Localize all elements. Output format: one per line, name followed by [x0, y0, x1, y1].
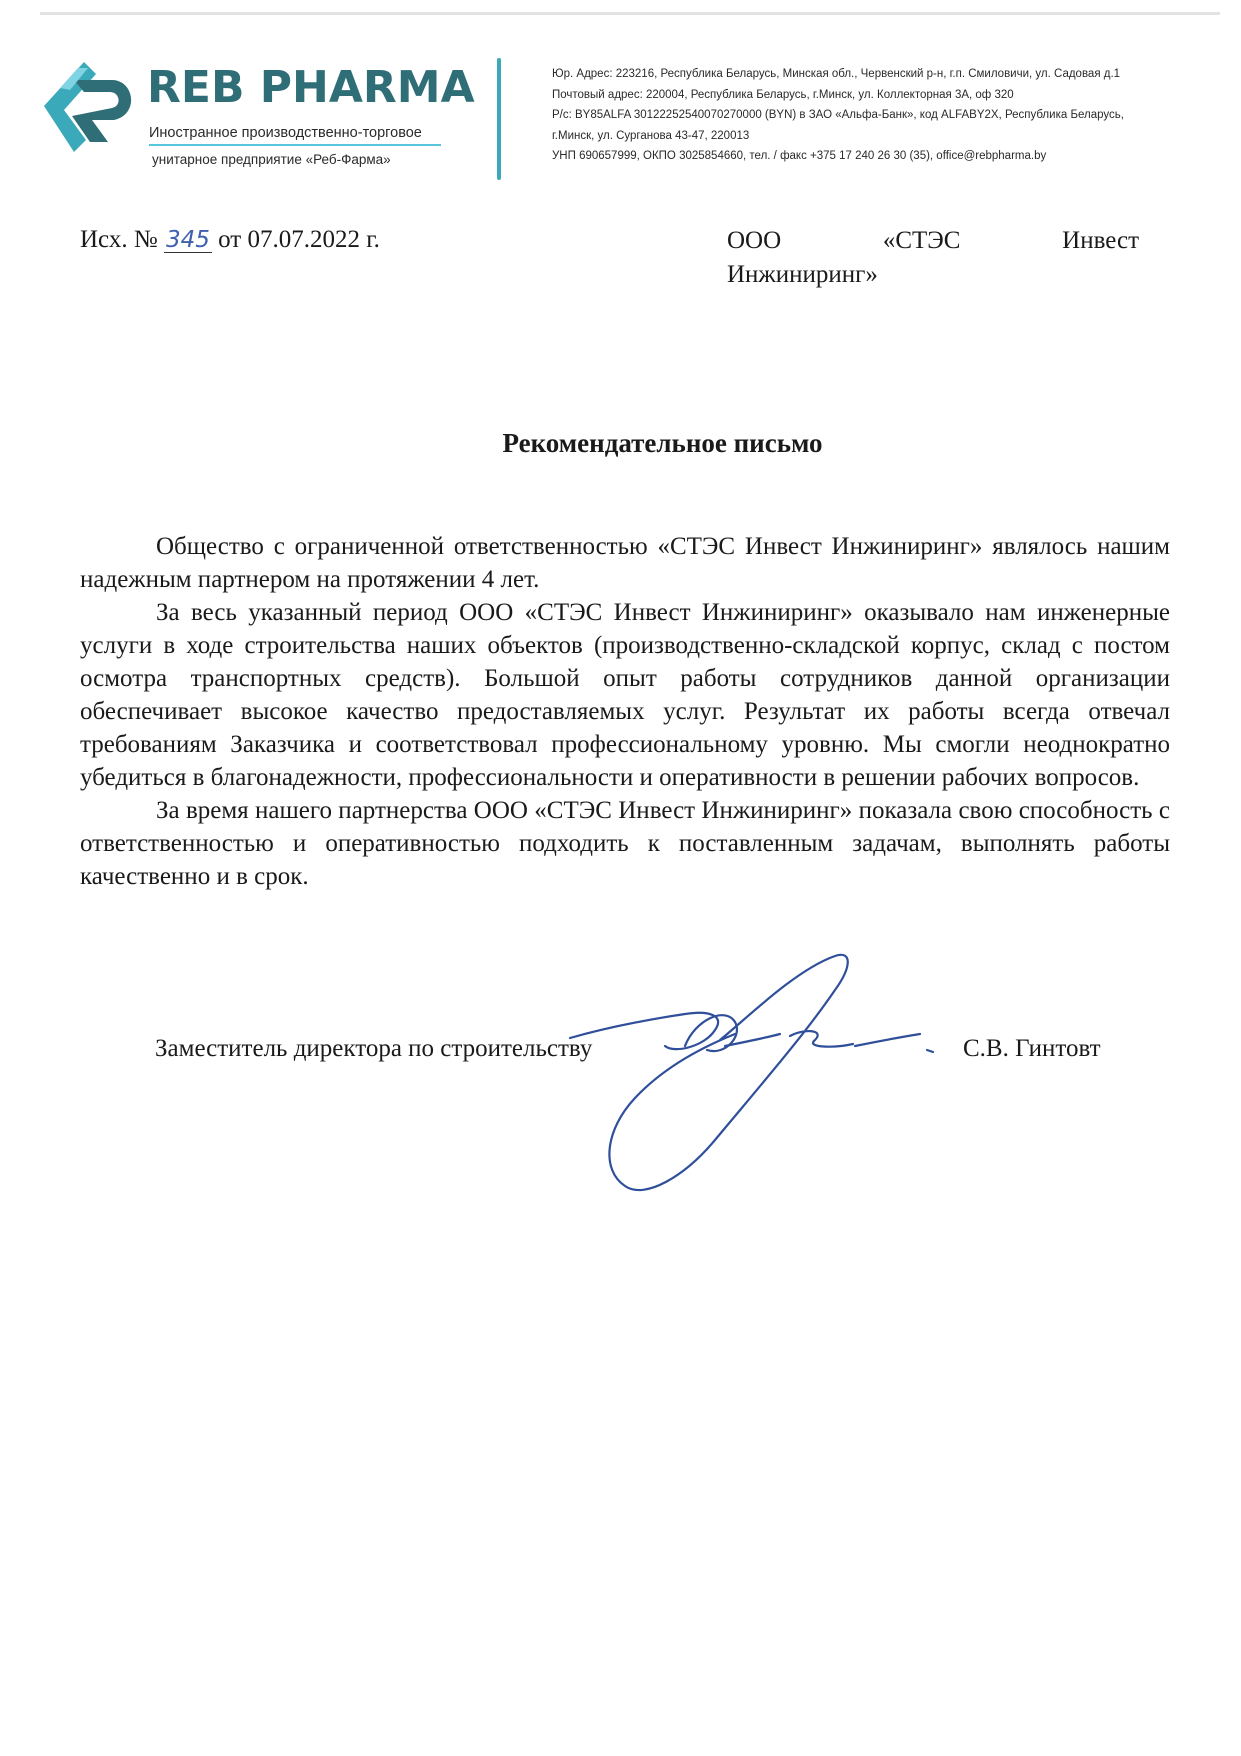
signatory-name: С.В. Гинтовт — [963, 1035, 1101, 1062]
reference-prefix: Исх. № — [80, 226, 158, 253]
signatory-position: Заместитель директора по строительству — [155, 1035, 593, 1062]
company-logo — [34, 44, 475, 179]
contact-line: Юр. Адрес: 223216, Республика Беларусь, Минская обл., Червенский р-н, г.п. Смиловичи, ул. Садовая д.1 — [552, 68, 1121, 80]
company-contacts — [552, 64, 1232, 167]
body-paragraph: Общество с ограниченной ответственностью «СТЭС Инвест Инжиниринг» являлось нашим надежным партнером на протяжении 4 лет. — [80, 533, 1170, 593]
reference-number: 345 — [165, 227, 210, 253]
company-subtitle-line2: унитарное предприятие «Реб-Фарма» — [152, 152, 391, 167]
addressee-line1: ООО «СТЭС Инвест — [727, 227, 1139, 254]
contact-line: Почтовый адрес: 220004, Республика Беларусь, г.Минск, ул. Коллекторная 3А, оф 320 — [552, 88, 1014, 101]
reference-date: от 07.07.2022 г. — [218, 226, 380, 253]
contact-line: УНП 690657999, ОКПО 3025854660, тел. / факс +375 17 240 26 30 (35), office@rebpharma.by — [552, 150, 1047, 162]
company-subtitle-line1: Иностранное производственно-торговое — [149, 125, 441, 146]
addressee-line2: Инжиниринг» — [727, 261, 878, 288]
letterhead-divider — [497, 58, 501, 180]
outgoing-reference — [80, 226, 380, 254]
contact-line: Р/с: BY85ALFA 30122252540070270000 (BYN) в ЗАО «Альфа-Банк», код ALFABY2X, Республика Беларусь, — [552, 109, 1124, 121]
scan-edge — [40, 12, 1220, 15]
letter-title: Рекомендательное письмо — [502, 428, 823, 458]
body-paragraph: За время нашего партнерства ООО «СТЭС Инвест Инжиниринг» показала свою способность с ответственностью и оперативностью подходить к поставленным задачам, выполнять работы качественно и в срок. — [80, 797, 1170, 890]
body-paragraph: За весь указанный период ООО «СТЭС Инвест Инжиниринг» оказывало нам инженерные услуги в ходе строительства наших объектов (производственно-складской корпус, склад с постом осмотра транспортных средств). Большой опыт работы сотрудников данной организации обеспечивает высокое качество предоставляемых услуг. Результат их работы всегда отвечал требованиям Заказчика и соответствовал профессиональному уровню. Мы смогли неоднократно убедиться в благонадежности, профессиональности и оперативности в решении рабочих вопросов. — [80, 599, 1170, 791]
handwritten-signature-icon — [535, 950, 955, 1210]
letter-body — [80, 530, 1170, 893]
brand-name: REB PHARMA — [147, 62, 475, 113]
logo-mark-icon — [34, 44, 146, 154]
addressee — [727, 224, 1139, 292]
contact-line: г.Минск, ул. Сурганова 43-47, 220013 — [552, 129, 750, 142]
